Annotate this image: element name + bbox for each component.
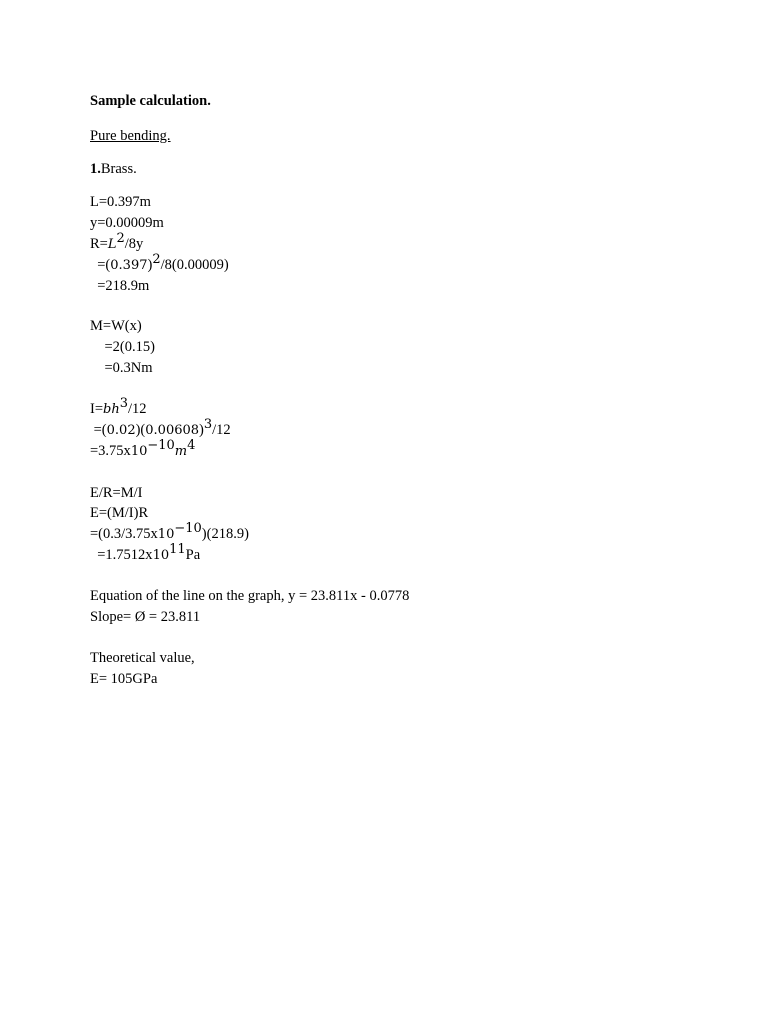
theoretical-value: E= 105GPa	[90, 671, 158, 687]
moment-substitution: =2(0.15)	[90, 339, 155, 355]
moment-formula: M=W(x)	[90, 318, 142, 334]
inertia-substitution: $=(0.02)(0.00608)^3/12$	[90, 417, 231, 438]
radius-result: =218.9m	[90, 278, 150, 294]
item-heading	[90, 160, 137, 178]
moment-result: =0.3Nm	[90, 360, 153, 376]
radius-formula: $R=L^2/8y$	[90, 231, 144, 252]
modulus-result: $=1.7512x10^{11}Pa$	[90, 542, 201, 563]
section-heading: Pure bending.	[90, 128, 171, 144]
inertia-formula: $I=bh^3/12$	[90, 396, 147, 417]
length-line: L=0.397m	[90, 194, 151, 210]
theoretical-label: Theoretical value,	[90, 650, 195, 666]
modulus-formula: E=(M/I)R	[90, 505, 149, 521]
deflection-line: y=0.00009m	[90, 215, 164, 231]
graph-slope: Slope= Ø = 23.811	[90, 609, 201, 625]
modulus-ratio: E/R=M/I	[90, 485, 143, 501]
item-name: Brass.	[100, 161, 137, 177]
radius-substitution: $=(0.397)^2/8(0.00009)$	[90, 252, 229, 273]
doc-title: Sample calculation.	[90, 93, 211, 109]
graph-equation: Equation of the line on the graph, y = 23.811x - 0.0778	[90, 588, 410, 604]
inertia-result: $=3.75x10^{-10}m^4$	[90, 438, 196, 459]
item-number: 1.	[90, 161, 101, 177]
modulus-substitution: $=(0.3/3.75x10^{-10})(218.9)$	[90, 521, 249, 542]
